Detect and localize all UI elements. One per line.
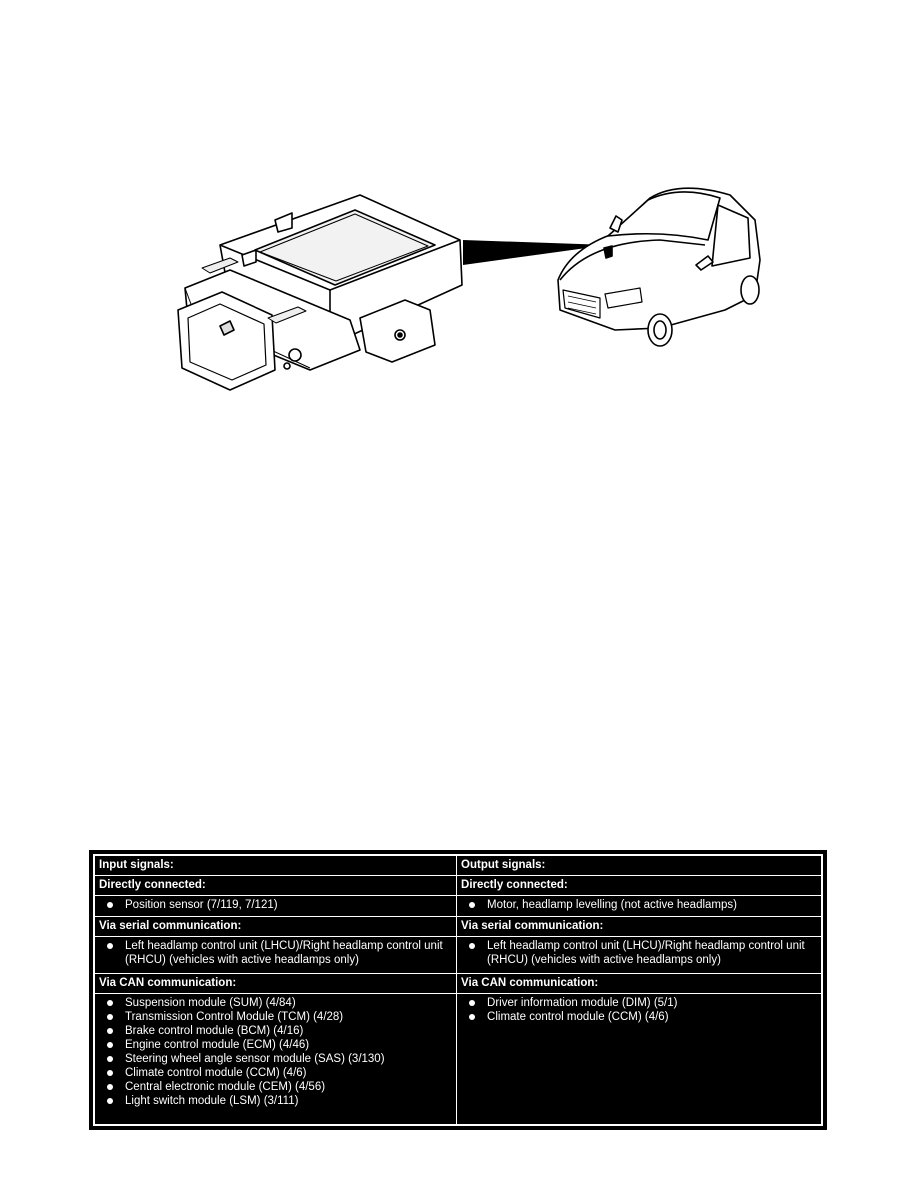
list-item: Position sensor (7/119, 7/121) [99,898,452,912]
input-can-heading: Via CAN communication: [95,974,457,994]
list-item: Left headlamp control unit (LHCU)/Right headlamp control unit (RHCU) (vehicles with active headlamps only) [461,939,817,967]
input-can-list-cell [95,994,457,1125]
headlamp-levelling-module [178,195,462,390]
output-serial-heading: Via serial communication: [457,917,822,937]
list-item: Light switch module (LSM) (3/111) [99,1094,452,1108]
list-item: Engine control module (ECM) (4/46) [99,1038,452,1052]
list-item: Central electronic module (CEM) (4/56) [99,1080,452,1094]
list-item: Suspension module (SUM) (4/84) [99,996,452,1010]
list-item: Steering wheel angle sensor module (SAS) (3/130) [99,1052,452,1066]
signals-table [89,850,827,1130]
list-item: Motor, headlamp levelling (not active headlamps) [461,898,817,912]
list-item: Left headlamp control unit (LHCU)/Right headlamp control unit (RHCU) (vehicles with active headlamps only) [99,939,452,967]
output-direct-heading: Directly connected: [457,876,822,896]
vehicle-front-view [558,188,760,346]
input-direct-list-cell [95,896,457,917]
module-location-illustration [160,170,800,405]
output-can-heading: Via CAN communication: [457,974,822,994]
list-item: Driver information module (DIM) (5/1) [461,996,817,1010]
list-item: Brake control module (BCM) (4/16) [99,1024,452,1038]
input-serial-list-cell [95,937,457,974]
output-signals-header: Output signals: [457,856,822,876]
input-signals-header: Input signals: [95,856,457,876]
output-serial-list-cell [457,937,822,974]
input-serial-heading: Via serial communication: [95,917,457,937]
output-can-list-cell [457,994,822,1125]
output-direct-list-cell [457,896,822,917]
input-direct-heading: Directly connected: [95,876,457,896]
list-item: Climate control module (CCM) (4/6) [99,1066,452,1080]
list-item: Climate control module (CCM) (4/6) [461,1010,817,1024]
list-item: Transmission Control Module (TCM) (4/28) [99,1010,452,1024]
